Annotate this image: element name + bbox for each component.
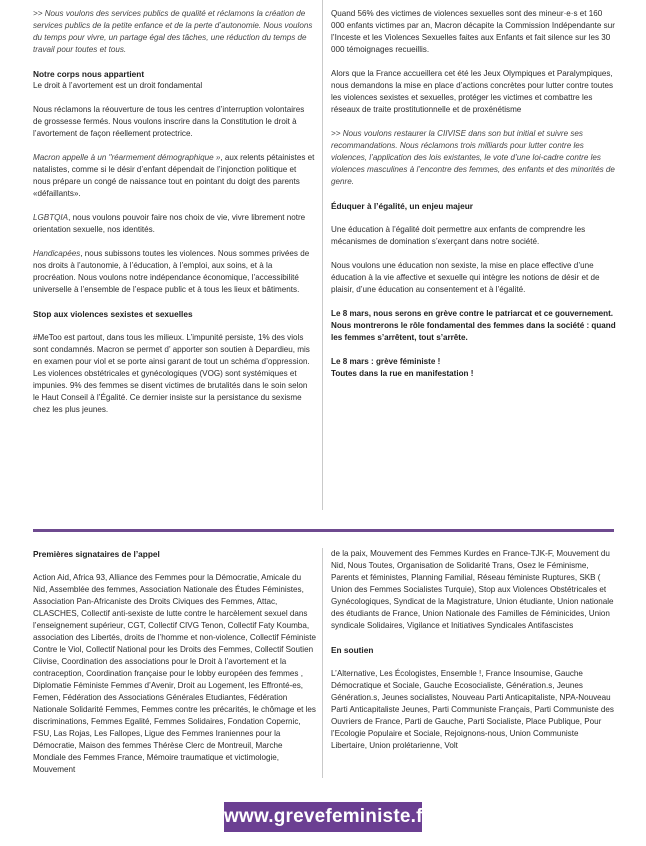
signatories-left (33, 548, 316, 788)
lgbt-emphasis: LGBTQIA (33, 213, 69, 222)
ivg-centers-text: Nous réclamons la réouverture de tous les centres d’interruption volontaires de grossesse fermés. Nous voulons inscrire dans la Constitution le droit à l’avortement de façon réellement protectrice. (33, 105, 305, 138)
macron-paragraph (33, 152, 315, 200)
education-paragraph-1: Une éducation à l’égalité doit permettre aux enfants de comprendre les mécanismes de domination s’exerçant dans notre société. (331, 225, 586, 246)
handicap-paragraph (33, 248, 315, 296)
education-paragraph-2: Nous voulons une éducation non sexiste, la mise en place effective d’une éducation à la vie affective et sexuelle qui intègre les notions de désir et de plaisir, d’une éducation au consentement et à l’égalité. (331, 261, 600, 294)
olympics-paragraph: Alors que la France accueillera cet été les Jeux Olympiques et Paralympiques, nous demandons la mise en place d’actions concrètes pour lutter contre toutes les violences sexistes et sexuelles, protéger les victimes et combattre les réseaux de traite prostitutionnelle et de proxénétisme (331, 69, 614, 114)
abortion-right-text: Le droit à l’avortement est un droit fondamental (33, 81, 203, 90)
lgbt-text: , nous voulons pouvoir faire nos choix de vie, vivre librement notre orientation sexuelle, nos identités. (33, 213, 306, 234)
education-heading: Éduquer à l’égalité, un enjeu majeur (331, 201, 474, 211)
ciivise-paragraph: >> Nous voulons restaurer la CIIVISE dans son but initial et suivre ses recommandations. Nous réclamons trois milliards pour lutter contre les violences, l’application des lois existantes, le vote d’une loi-cadre contre les violences masculines à l’encontre des femmes, des enfants et des minorités de genre. (331, 129, 615, 186)
support-heading: En soutien (331, 645, 374, 655)
slogan-strike: Le 8 mars : grève féministe ! (331, 357, 441, 366)
signatories-right (331, 548, 615, 764)
macron-emphasis: Macron appelle à un "réarmement démographique » (33, 153, 221, 162)
support-list: L’Alternative, Les Écologistes, Ensemble !, France Insoumise, Gauche Démocratique et Sociale, Gauche Ecosocialiste, Génération.s, Jeunes Génération.s, Jeunes socialistes, Nouveau Parti Anticapitaliste, NPA-Nouveau Parti Anticapitaliste Jeunes, Parti Communiste Français, Parti Communiste des Ouvriers de France, Parti de Gauche, Parti Socialiste, Place Publique, Pour l’Ecologie Populaire et Sociale, Rejoignons-nous, Union Communiste Libertaire, Union prolétarienne, Volt (331, 669, 614, 750)
signatories-heading: Premières signataires de l’appel (33, 549, 160, 559)
body-heading: Notre corps nous appartient (33, 69, 145, 79)
slogan-demonstration: Toutes dans la rue en manifestation ! (331, 369, 474, 378)
lgbt-paragraph (33, 212, 315, 236)
metoo-paragraph: #MeToo est partout, dans tous les milieux. L’impunité persiste, 1% des viols sont condamnés. Macron se permet d’ apporter son soutien à Depardieu, mis en examen pour viol et se porte ainsi garant de tout un schéma d’oppression. Les violences obstétricales et gynécologiques (VOG) sont systémiques et impunies. 9% des femmes se disent victimes de brutalités dans le soin selon le Haut Conseil à l’Égalité. Ce dernier insiste sur la persistance du sexisme chez les plus jeunes. (33, 333, 310, 414)
right-column (331, 8, 616, 380)
handicap-emphasis: Handicapées (33, 249, 81, 258)
minors-paragraph: Quand 56% des victimes de violences sexuelles sont des mineur·e·s et 160 000 enfants victimes par an, Macron décapite la Commission Indépendante sur l’Inceste et les Violences Sexuelles faites aux Enfants et fait silence sur les 30 000 témoignages recueillis. (331, 9, 615, 54)
handicap-text: , nous subissons toutes les violences. Nous sommes privées de nos droits à l’autonomie, à l’éducation, à l’emploi, aux soins, et à la procréation. Nous voulons notre indépendance économique, l’accessibilité universelle à l’ensemble de l’espace public et à tous les lieux et bâtiments. (33, 249, 310, 294)
macron-text: , aux relents pétainistes et natalistes, comme si le désir d’enfant dépendait de l’injonction politique et nous prépare un congé de naissance tout en pointant du doigt des parents «défaillants». (33, 153, 315, 198)
website-link[interactable]: www.grevefeministe.fr (224, 802, 422, 832)
left-column (33, 8, 315, 428)
signatories-list-part2: de la paix, Mouvement des Femmes Kurdes en France-TJK-F, Mouvement du Nid, Nous Toutes, Organisation de Solidarité Trans, Osez le Féminisme, Parents et féministes, Planning Familial, Réseau féministe Ruptures, SKB ( Union des Femmes Socialistes Turquie), Stop aux Violences Obstétricales et Gynécologiques, Syndicat de la Magistrature, Union étudiante, Union nationale des étudiants de France, Union Nationale des Familles de Féminicides, Union syndicale Solidaires, Vigilance et Initiatives Syndicales Antifascistes (331, 549, 614, 630)
services-intro: >> Nous voulons des services publics de qualité et réclamons la création de services publics de la petite enfance et de la perte d’autonomie. Nous voulons du temps pour vivre, un partage égal des tâches, une réduction du temps de travail pour toutes et tous. (33, 9, 313, 54)
strike-call: Le 8 mars, nous serons en grève contre le patriarcat et ce gouvernement. Nous montrerons le rôle fondamental des femmes dans la société : quand les femmes s’arrêtent, tout s’arrête. (331, 309, 616, 342)
column-divider-top (322, 0, 323, 510)
section-divider (33, 529, 614, 532)
violence-heading: Stop aux violences sexistes et sexuelles (33, 309, 193, 319)
column-divider-bottom (322, 548, 323, 778)
signatories-list-part1: Action Aid, Africa 93, Alliance des Femmes pour la Démocratie, Amicale du Nid, Assemblée des femmes, Association Nationale des Études Féministes, Association Pan-Africaniste des Droits Civiques des Femmes, Attac, CLASCHES, Collectif anti-sexiste de lutte contre le harcèlement sexuel dans l’enseignement supérieur, CGT, Collectif CIVG Tenon, Collectif Faty Koumba, association des Libertés, droits de l’homme et non-violence, Collectif Féministe Contre le Viol, Collectif National pour les Droits des Femmes, Collectif Soutien Ciivise, Coordination des associations pour le Droit à l’avortement et la contraception, Coordination française pour le lobby européen des femmes , Diplomatie Féministe Femmes d’Avenir, Droit au Logement, les Effronté-es, Femen, Fédération des Associations Générales Etudiantes, Fédération Nationale Solidarité Femmes, Femmes contre les précarités, le chômage et les discriminations, Femmes Egalité, Femmes Solidaires, Fondation Copernic, FSU, Las Rojas, Les Fallopes, Ligue des Femmes Iraniennes pour la Démocratie, Maison des femmes Thérèse Clerc de Montreuil, Marche Mondiale des Femmes France, Mémoire traumatique et victimologie, Mouvement (33, 573, 316, 774)
